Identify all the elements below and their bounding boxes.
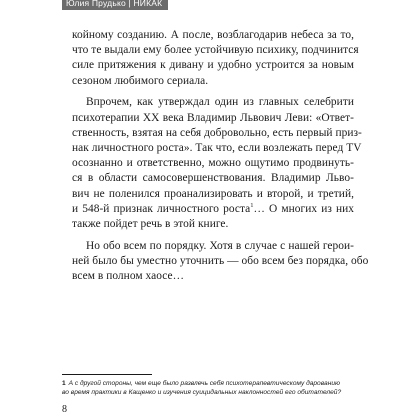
text-line: вич не поленился проанализировать и второй, и третий, (72, 187, 354, 200)
text-line: нак личностного роста». Так что, если возлежать перед TV (72, 141, 362, 154)
footnote-text: А с другой стороны, чем еще было развлечь себя психотерапевтическому дарованию (68, 380, 340, 387)
paragraph-3 (72, 239, 369, 285)
text-line: всем в полном хаосе… (72, 270, 185, 283)
footnote-reference[interactable]: 1 (250, 201, 254, 209)
text-line: ней было бы уместно уточнить — обо всем без порядка, обо (72, 254, 369, 267)
text-line: койному созданию. А после, возблагодарив небеса за то, (72, 29, 354, 41)
running-head: Юлия Прудько | НИКАК (62, 0, 168, 10)
paragraph-1 (72, 28, 359, 89)
page-number: 8 (62, 404, 67, 415)
footnote (62, 379, 362, 397)
text-line: Но обо всем по порядку. Хотя в случае с нашей герои- (86, 239, 354, 252)
text-line: что те выдали ему более устойчивую психику, подчинится (72, 44, 359, 57)
text-line: силе притяжения к дивану и удобно устроится за новым (72, 59, 354, 72)
footnote-number: 1 (62, 380, 66, 387)
text-fragment: … О многих из них (253, 202, 354, 215)
text-line: ственность, взятая на себя добровольно, есть первый приз- (72, 126, 362, 139)
text-line: Впрочем, как утверждал один из главных селебрити (86, 96, 354, 109)
paragraph-2 (72, 95, 362, 232)
body-text (72, 28, 369, 284)
text-line: осознанно и ответственно, можно ощутимо продвинуть- (72, 157, 354, 170)
text-line: сезоном любимого сериала. (72, 74, 209, 87)
footnote-line: во время практики в Кащенко и изучения суицидальных наклонностей его обитателей? (62, 389, 342, 397)
text-fragment: и 548-й признак личностного роста (72, 202, 251, 215)
text-line-with-footnote-ref (72, 202, 354, 217)
footnote-line (62, 379, 362, 388)
text-line: также пойдет речь в этой книге. (72, 217, 229, 230)
footnote-divider (62, 374, 152, 375)
text-line: психотерапии ХХ века Владимир Львович Леви: «Ответ- (72, 111, 354, 124)
text-line: ся в области самосовершенствования. Владимир Льво- (72, 172, 354, 185)
